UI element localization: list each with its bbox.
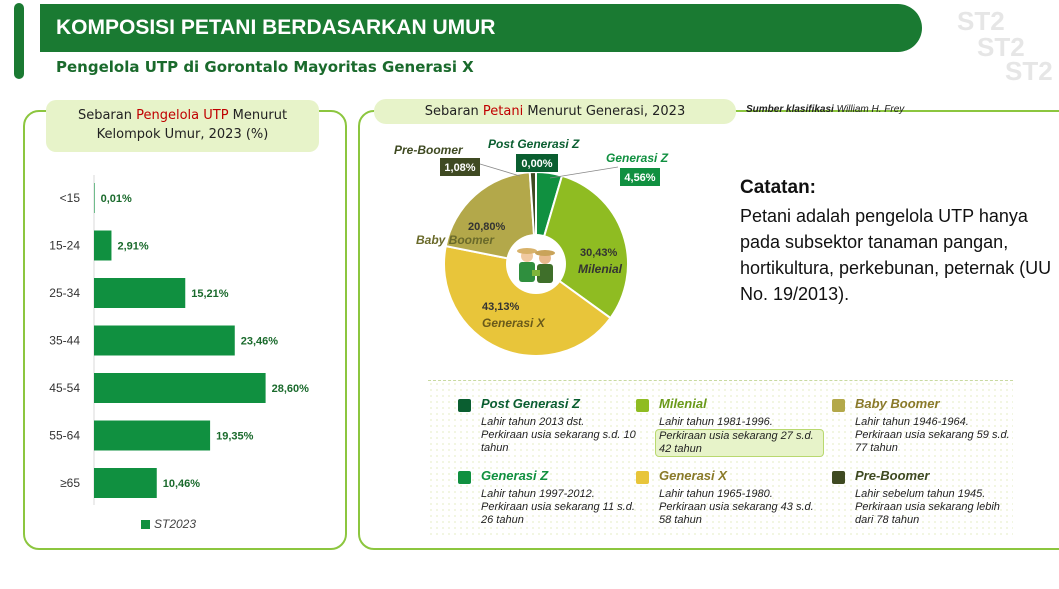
pie-title-post: Menurut Generasi, 2023 bbox=[523, 104, 686, 119]
farmer-illustration-bg bbox=[506, 234, 566, 294]
note-title: Catatan: bbox=[740, 177, 817, 198]
generation-estimate: Perkiraan usia sekarang 43 s.d. 58 tahun bbox=[659, 501, 814, 526]
pie-value-label: 20,80% bbox=[468, 221, 506, 233]
generation-swatch bbox=[832, 471, 845, 484]
bar-chart-title bbox=[46, 100, 319, 152]
bar-value-label: 10,46% bbox=[162, 478, 201, 490]
pie-value-label: 4,56% bbox=[624, 172, 656, 184]
generation-estimate: Perkiraan usia sekarang 59 s.d. 77 tahun bbox=[855, 429, 1010, 454]
generation-legend bbox=[428, 380, 1013, 536]
bar-legend-swatch bbox=[141, 520, 150, 529]
generation-description bbox=[659, 488, 824, 527]
generation-pie-chart bbox=[380, 120, 720, 380]
bar-value-label: 19,35% bbox=[216, 430, 254, 443]
bar-title-pre: Sebaran bbox=[77, 108, 137, 123]
generation-description bbox=[481, 416, 646, 455]
generation-swatch bbox=[636, 399, 649, 412]
generation-estimate: Perkiraan usia sekarang s.d. 10 tahun bbox=[481, 429, 636, 454]
pie-value-label: 0,00% bbox=[521, 158, 553, 170]
source-divider bbox=[914, 111, 1059, 112]
bar-category-label: 15-24 bbox=[49, 238, 80, 253]
bar-value-label: 15,21% bbox=[191, 288, 229, 300]
bar-title-post: Menurut Kelompok Umur, 2023 (%) bbox=[96, 108, 288, 142]
generation-description bbox=[659, 416, 824, 457]
pie-slice-name: Milenial bbox=[578, 262, 623, 276]
generation-name: Generasi Z bbox=[481, 468, 549, 483]
generation-estimate: Perkiraan usia sekarang 27 s.d. 42 tahun bbox=[655, 429, 824, 457]
bar-category-label: 35-44 bbox=[49, 333, 80, 348]
pie-leader-line bbox=[550, 167, 618, 178]
generation-description bbox=[855, 488, 1020, 527]
bar bbox=[94, 468, 157, 498]
title-bar bbox=[40, 4, 922, 52]
svg-text:ST2: ST2 bbox=[1005, 56, 1053, 82]
pie-slice-name: Post Generasi Z bbox=[488, 137, 580, 151]
bar-legend bbox=[141, 517, 196, 531]
source-bold: Sumber klasifikasi bbox=[746, 104, 834, 115]
bar-value-label: 28,60% bbox=[271, 383, 309, 395]
generation-estimate: Perkiraan usia sekarang 11 s.d. 26 tahun bbox=[481, 501, 635, 526]
pie-leader-line bbox=[480, 164, 520, 176]
svg-text:ST2: ST2 bbox=[977, 32, 1025, 62]
left-accent-bar bbox=[14, 3, 24, 79]
bar-category-label: 45-54 bbox=[49, 381, 80, 395]
bar-category-label: <15 bbox=[59, 191, 80, 205]
source-rest: William H. Frey bbox=[833, 104, 905, 115]
bar-category-label: ≥65 bbox=[60, 476, 80, 490]
generation-name: Baby Boomer bbox=[855, 396, 940, 411]
pie-value-label: 30,43% bbox=[580, 247, 618, 259]
bar bbox=[94, 231, 111, 261]
generation-born: Lahir sebelum tahun 1945. bbox=[855, 488, 986, 500]
generation-name: Pre-Boomer bbox=[855, 468, 930, 483]
bar-value-label: 2,91% bbox=[117, 240, 149, 253]
svg-text:ST2: ST2 bbox=[957, 6, 1005, 36]
bar bbox=[94, 183, 95, 213]
source-note bbox=[746, 104, 904, 115]
generation-born: Lahir tahun 1997-2012. bbox=[481, 488, 595, 500]
bar bbox=[94, 373, 266, 403]
pie-slice-name: Generasi Z bbox=[606, 151, 669, 165]
bar bbox=[94, 278, 185, 308]
bar bbox=[94, 326, 235, 356]
generation-swatch bbox=[458, 471, 471, 484]
generation-born: Lahir tahun 2013 dst. bbox=[481, 416, 585, 428]
page-title: KOMPOSISI PETANI BERDASARKAN UMUR bbox=[56, 16, 496, 39]
pie-title-highlight: Petani bbox=[482, 104, 524, 119]
generation-born: Lahir tahun 1965-1980. bbox=[659, 488, 773, 500]
bar-category-label: 55-64 bbox=[49, 428, 80, 443]
brand-logo-icon bbox=[955, 6, 1059, 82]
pie-value-label: 43,13% bbox=[482, 301, 520, 313]
bar-value-label: 23,46% bbox=[240, 335, 279, 348]
pie-slice-name: Generasi X bbox=[482, 316, 545, 330]
generation-born: Lahir tahun 1981-1996. bbox=[659, 416, 773, 428]
note-body: Petani adalah pengelola UTP hanya pada subsektor tanaman pangan, hortikultura, perkebunan, peternak (UU No. 19/2013). bbox=[740, 206, 1052, 304]
generation-born: Lahir tahun 1946-1964. bbox=[855, 416, 969, 428]
generation-name: Post Generasi Z bbox=[481, 396, 580, 411]
generation-description bbox=[855, 416, 1020, 455]
generation-estimate: Perkiraan usia sekarang lebih dari 78 tahun bbox=[855, 501, 1000, 526]
pie-slice-name: Pre-Boomer bbox=[394, 143, 463, 157]
generation-swatch bbox=[832, 399, 845, 412]
generation-swatch bbox=[458, 399, 471, 412]
generation-name: Generasi X bbox=[659, 468, 727, 483]
bar-category-label: 25-34 bbox=[49, 286, 80, 300]
generation-name: Milenial bbox=[659, 396, 707, 411]
bar bbox=[94, 421, 210, 451]
page-subtitle: Pengelola UTP di Gorontalo Mayoritas Generasi X bbox=[56, 58, 474, 76]
pie-title-pre: Sebaran bbox=[424, 104, 483, 119]
age-bar-chart bbox=[30, 170, 330, 510]
generation-description bbox=[481, 488, 646, 527]
generation-swatch bbox=[636, 471, 649, 484]
bar-value-label: 0,01% bbox=[100, 193, 132, 205]
pie-value-label: 1,08% bbox=[444, 162, 476, 174]
pie-slice-name: Baby Boomer bbox=[416, 233, 495, 247]
bar-legend-label: ST2023 bbox=[154, 517, 197, 531]
bar-title-highlight: Pengelola UTP bbox=[136, 108, 229, 123]
